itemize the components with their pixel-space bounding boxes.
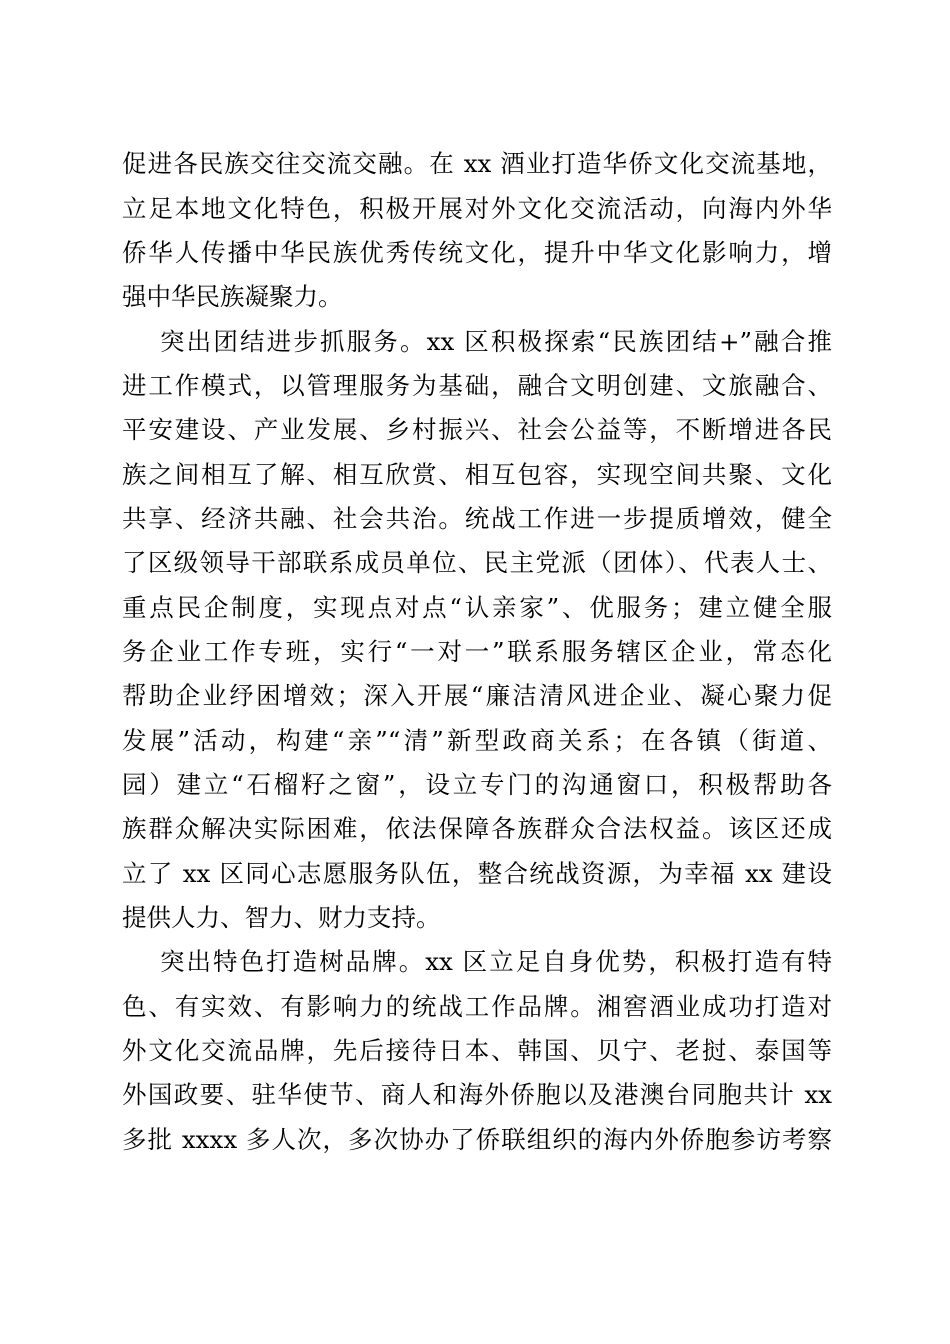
text-line: 立了 xx 区同心志愿服务队伍，整合统战资源，为幸福 xx 建设 (122, 859, 832, 888)
paragraph-start-line: 突出特色打造树品牌。xx 区立足自身优势，积极打造有特 (160, 947, 832, 976)
text-line: 外国政要、驻华使节、商人和海外侨胞以及港澳台同胞共计 xx (122, 1080, 832, 1109)
text-line: 共享、经济共融、社会共治。统战工作进一步提质增效，健全 (122, 504, 832, 533)
text-line: 外文化交流品牌，先后接待日本、韩国、贝宁、老挝、泰国等 (122, 1036, 832, 1065)
text-line: 族群众解决实际困难，依法保障各族群众合法权益。该区还成 (122, 814, 832, 843)
text-line: 侨华人传播中华民族优秀传统文化，提升中华文化影响力，增 (122, 238, 832, 267)
text-line: 提供人力、智力、财力支持。 (122, 903, 441, 932)
text-line: 多批 xxxx 多人次，多次协办了侨联组织的海内外侨胞参访考察 (122, 1125, 832, 1154)
text-line: 重点民企制度，实现点对点“认亲家”、优服务；建立健全服 (122, 593, 832, 622)
text-line: 立足本地文化特色，积极开展对外文化交流活动，向海内外华 (122, 194, 832, 223)
text-line: 发展”活动，构建“亲”“清”新型政商关系；在各镇（街道、 (122, 726, 832, 755)
text-line: 平安建设、产业发展、乡村振兴、社会公益等，不断增进各民 (122, 415, 832, 444)
text-line: 族之间相互了解、相互欣赏、相互包容，实现空间共聚、文化 (122, 460, 832, 489)
text-line: 帮助企业纾困增效；深入开展“廉洁清风进企业、凝心聚力促 (122, 681, 832, 710)
text-line: 了区级领导干部联系成员单位、民主党派（团体）、代表人士、 (122, 548, 832, 577)
text-line: 色、有实效、有影响力的统战工作品牌。湘窖酒业成功打造对 (122, 992, 832, 1021)
text-line: 强中华民族凝聚力。 (122, 282, 343, 311)
paragraph-start-line: 突出团结进步抓服务。xx 区积极探索“民族团结+”融合推 (160, 327, 832, 356)
text-line: 务企业工作专班，实行“一对一”联系服务辖区企业，常态化 (122, 637, 832, 666)
text-line: 进工作模式，以管理服务为基础，融合文明创建、文旅融合、 (122, 371, 832, 400)
text-line: 促进各民族交往交流交融。在 xx 酒业打造华侨文化交流基地， (122, 149, 832, 178)
text-line: 园）建立“石榴籽之窗”，设立专门的沟通窗口，积极帮助各 (122, 770, 832, 799)
